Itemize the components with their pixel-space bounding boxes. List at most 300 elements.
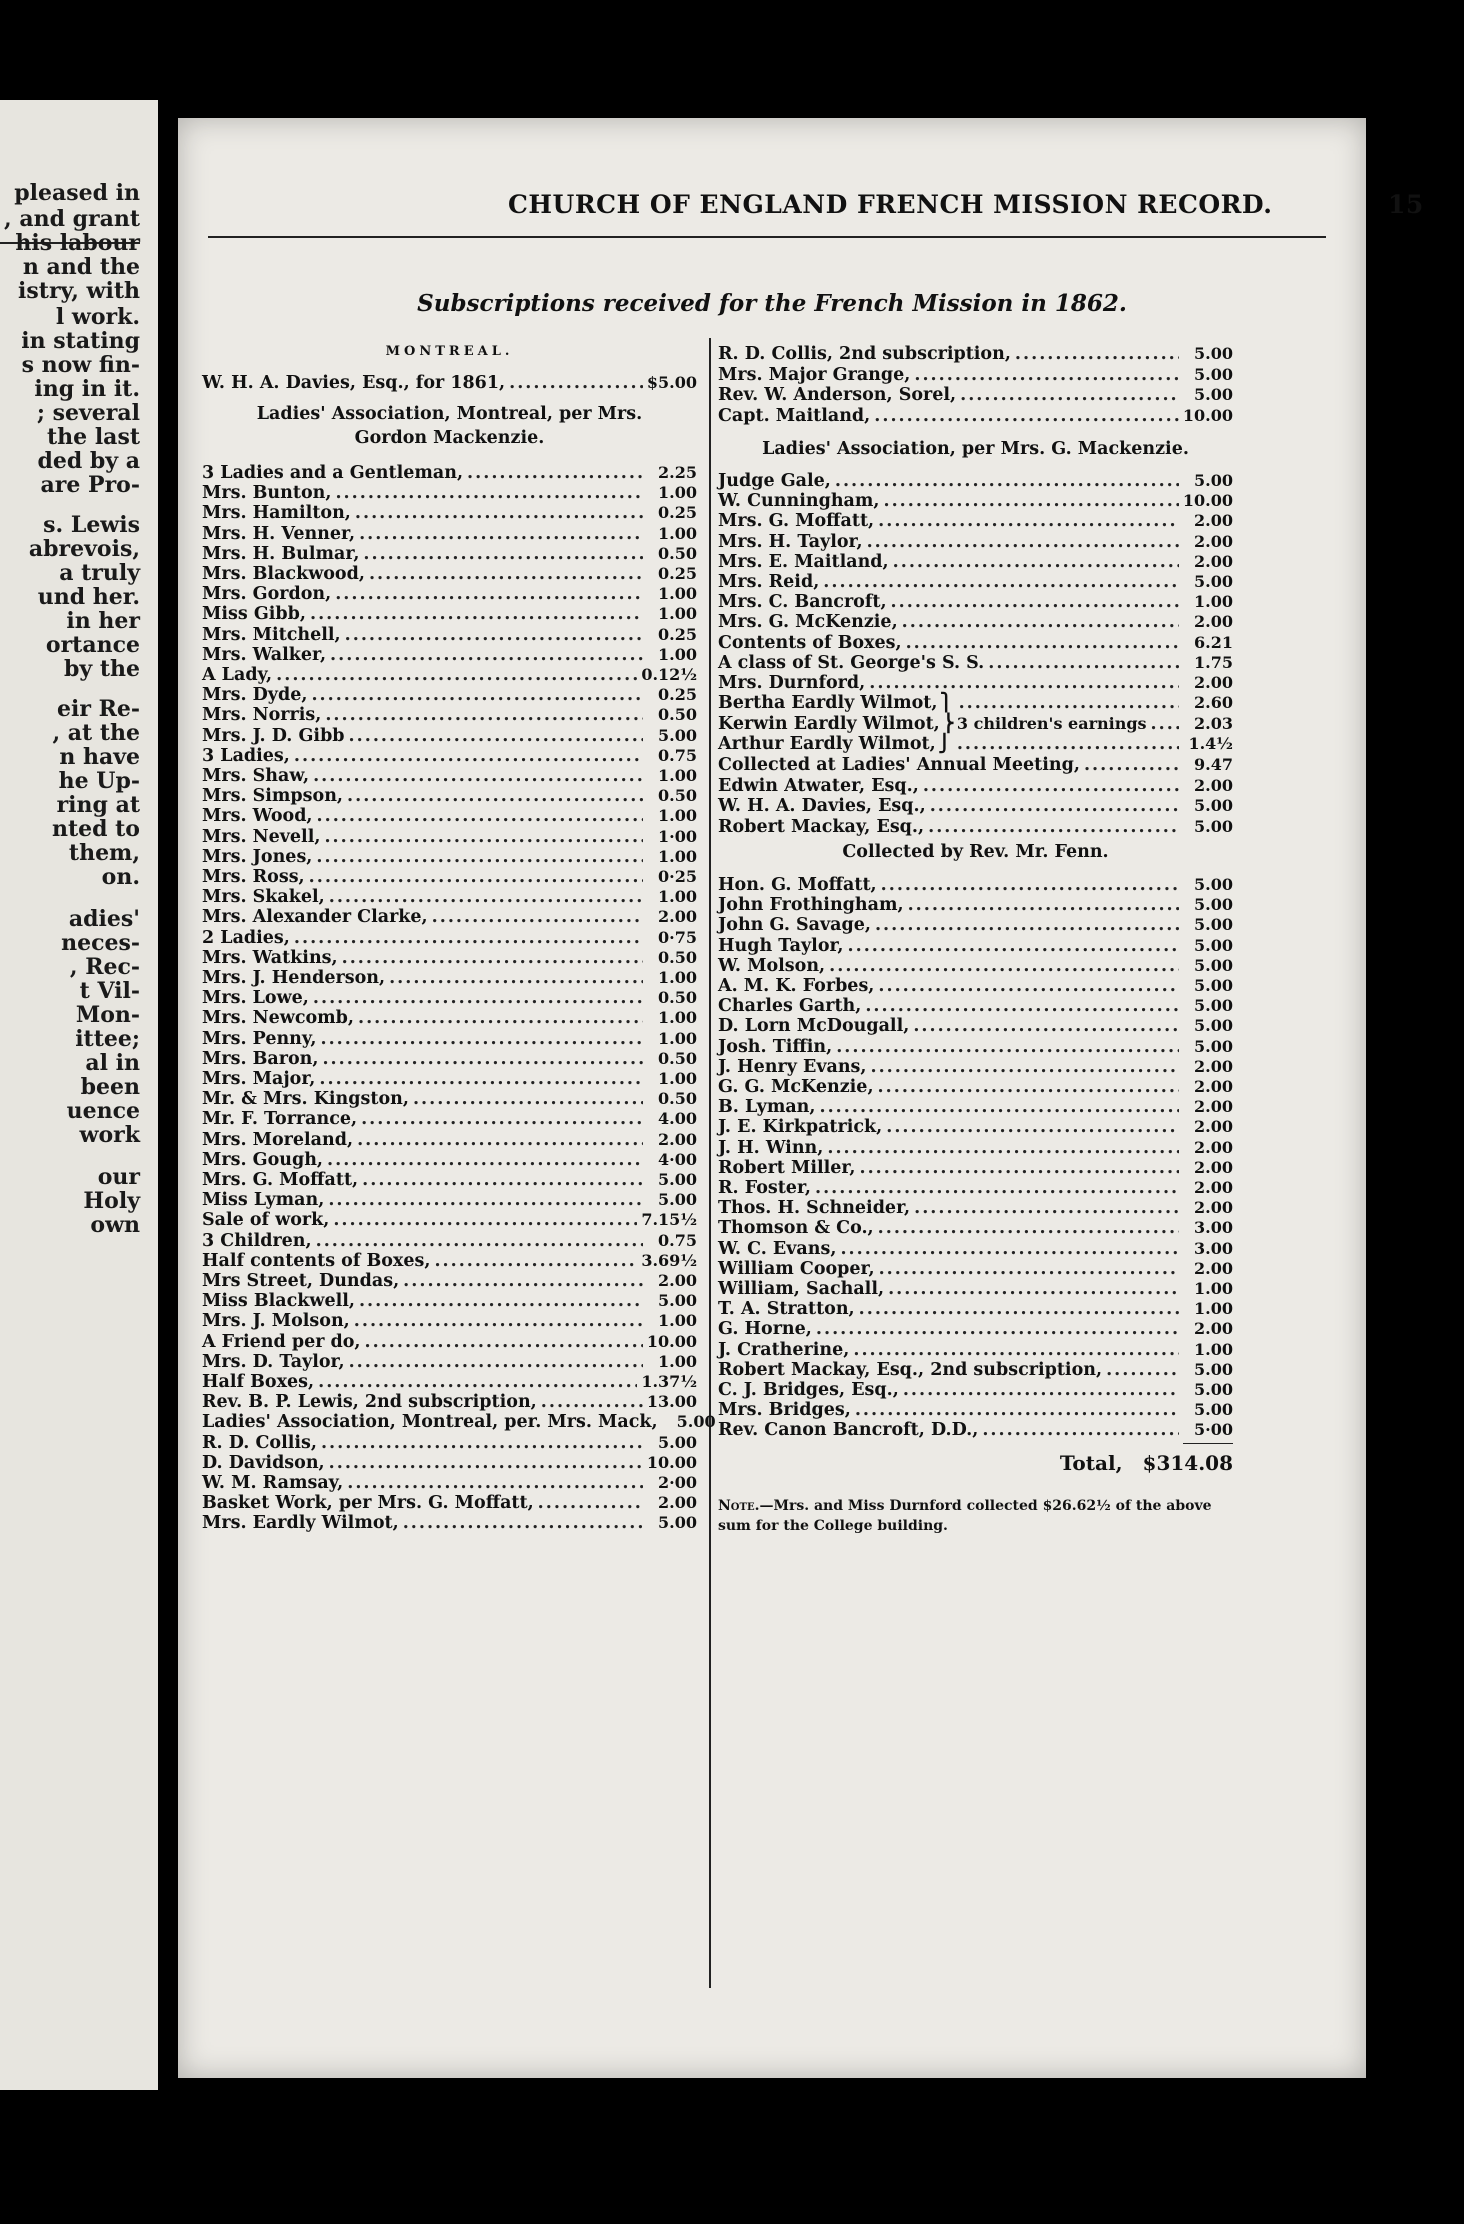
donor-name: Thomson & Co.,: [718, 1218, 874, 1239]
leader-dots: [867, 532, 1179, 552]
donor-name: Hugh Taylor,: [718, 935, 844, 956]
donor-name: Mrs. Newcomb,: [202, 1008, 354, 1029]
leader-dots: [914, 1198, 1179, 1218]
donation-amount: 5.00: [658, 1190, 697, 1210]
leader-dots: [906, 633, 1179, 653]
donor-name: Mrs. Skakel,: [202, 887, 325, 908]
leader-dots: [403, 1271, 643, 1291]
donation-amount: 0.50: [658, 1048, 697, 1068]
donation-amount: 0.50: [658, 543, 697, 563]
leader-dots: [357, 1130, 643, 1150]
leader-dots: [294, 928, 643, 948]
donation-amount: 1.00: [658, 644, 697, 664]
footnote: [718, 1496, 1233, 1536]
donation-amount: 1.00: [658, 968, 697, 987]
donor-name: Contents of Boxes,: [718, 632, 902, 653]
adjacent-page-line: t Vil-: [79, 978, 140, 1004]
donor-name: Mr. F. Torrance,: [202, 1109, 358, 1130]
leader-dots: [836, 1037, 1179, 1057]
donor-name: Josh. Tiffin,: [718, 1036, 833, 1057]
list-item: [718, 406, 1233, 432]
donor-name: Ladies' Association, Montreal, per. Mrs. Mack,: [202, 1412, 658, 1433]
adjacent-page-line: s now fin-: [21, 352, 140, 378]
leader-dots: [903, 1380, 1179, 1400]
donation-amount: 5.00: [676, 1412, 716, 1432]
donation-amount: 2.00: [1194, 1117, 1233, 1137]
donor-name: Collected at Ladies' Annual Meeting,: [718, 755, 1080, 775]
donor-name: Robert Mackay, Esq., 2nd subscription,: [718, 1359, 1103, 1380]
adjacent-page-line: ing in it.: [34, 376, 140, 402]
donation-amount: 5.00: [1194, 955, 1233, 975]
leader-dots: [878, 511, 1179, 531]
leader-dots: [853, 1340, 1179, 1360]
donor-name: Mrs. Mitchell,: [202, 624, 341, 645]
donation-amount: 1.00: [658, 1311, 697, 1331]
leader-dots: [902, 612, 1179, 632]
donor-name: Mrs. Baron,: [202, 1048, 319, 1069]
donor-name: J. Cratherine,: [718, 1339, 850, 1360]
donation-amount: 2.00: [1194, 1077, 1233, 1096]
donor-name: Mrs. C. Bancroft,: [718, 592, 887, 613]
donation-amount: 0.50: [658, 947, 697, 967]
donor-name: A. M. K. Forbes,: [718, 976, 875, 996]
donation-amount: 6.21: [1194, 632, 1233, 652]
donor-name: Mrs. J. D. Gibb: [202, 725, 345, 746]
leader-dots: [908, 895, 1179, 915]
leader-dots: [823, 572, 1179, 592]
donation-amount: 5.00: [1194, 1036, 1233, 1056]
donor-name: Miss Lyman,: [202, 1190, 325, 1211]
donor-name: Mrs. Jones,: [202, 846, 313, 867]
donation-amount: 5·00: [1194, 1420, 1233, 1440]
donor-name: Mrs. G. Moffatt,: [202, 1170, 359, 1190]
donation-amount: 5.00: [1194, 572, 1233, 591]
donor-name: Mrs. H. Venner,: [202, 523, 356, 544]
donation-amount: 2.00: [658, 1493, 697, 1513]
donor-name: T. A. Stratton,: [718, 1299, 855, 1320]
donor-name: W. H. A. Davies, Esq.,: [718, 796, 926, 816]
donation-amount: 5.00: [1194, 1380, 1233, 1399]
donor-name: Mrs. Dyde,: [202, 685, 308, 706]
donor-name: Mrs. G. McKenzie,: [718, 612, 898, 633]
donation-amount: 5.00: [658, 725, 697, 745]
donation-amount: 10.00: [646, 1452, 697, 1472]
donation-amount: 5.00: [1194, 915, 1233, 935]
donation-amount: 0.50: [658, 786, 697, 806]
leader-dots: [328, 1190, 643, 1210]
donor-name: Mrs. Eardly Wilmot,: [202, 1513, 399, 1534]
leader-dots: [413, 1089, 643, 1109]
donor-name: G. Horne,: [718, 1319, 812, 1340]
leader-dots: [988, 653, 1179, 673]
leader-dots: [349, 726, 643, 746]
donor-name: R. Foster,: [718, 1178, 811, 1198]
donation-amount: 9.47: [1194, 755, 1233, 774]
donation-amount: 1.37½: [641, 1372, 697, 1391]
donor-name: Rev. Canon Bancroft, D.D.,: [718, 1420, 979, 1441]
donor-name: C. J. Bridges, Esq.,: [718, 1380, 899, 1400]
donation-amount: 1.75: [1194, 652, 1233, 672]
donation-amount: 1.00: [658, 523, 697, 543]
adjacent-page-line: s. Lewis: [43, 512, 140, 538]
donation-amount: 1.00: [658, 1069, 697, 1088]
donation-amount: 1.00: [658, 483, 697, 503]
adjacent-page-line: work: [79, 1122, 140, 1148]
donation-amount: 1.00: [658, 887, 697, 907]
leader-dots: [815, 1178, 1179, 1198]
donor-name: A Lady,: [202, 665, 273, 685]
donation-amount: 5.00: [1194, 816, 1233, 836]
adjacent-page-line: Holy: [83, 1188, 140, 1214]
leader-dots: [1106, 1360, 1179, 1380]
section-heading: Ladies' Association, Montreal, per Mrs. Gordon Mackenzie.: [256, 404, 643, 448]
donor-name: Arthur Eardly Wilmot,: [718, 734, 936, 754]
brace-mark: ⎭: [937, 734, 951, 754]
leader-dots: [913, 1016, 1179, 1036]
donor-name: Miss Blackwell,: [202, 1291, 355, 1312]
leader-dots: [316, 847, 643, 867]
donation-amount: 1.00: [1194, 1299, 1233, 1319]
donation-amount: 2.00: [1194, 673, 1233, 692]
donation-amount: 5.00: [1194, 385, 1233, 404]
leader-dots: [355, 503, 643, 523]
footnote-lead: Note.: [718, 1498, 760, 1514]
donor-name: J. H. Winn,: [718, 1137, 824, 1158]
donation-amount: 0.50: [658, 1089, 697, 1109]
donation-amount: 2.00: [658, 1129, 697, 1149]
donation-amount: 5.00: [1194, 996, 1233, 1016]
adjacent-page-line: nted to: [51, 816, 140, 842]
page-subtitle: Subscriptions received for the French Mission in 1862.: [417, 290, 1127, 317]
leader-dots: [509, 373, 643, 393]
donation-amount: 1.00: [658, 846, 697, 866]
adjacent-page-line: his labour: [15, 230, 140, 256]
donation-amount: 0.25: [658, 624, 697, 644]
donation-amount: 13.00: [646, 1392, 697, 1412]
leader-dots: [1151, 714, 1179, 734]
donor-name: Basket Work, per Mrs. G. Moffatt,: [202, 1493, 534, 1514]
leader-dots: [309, 867, 643, 887]
donation-amount: 5.00: [1194, 471, 1233, 490]
leader-dots: [432, 907, 643, 927]
leader-dots: [893, 552, 1179, 572]
leader-dots: [311, 685, 643, 705]
donation-amount: 0·25: [658, 867, 697, 886]
leader-dots: [359, 524, 643, 544]
leader-dots: [318, 1372, 637, 1392]
list-item: [202, 373, 697, 399]
section-heading: Ladies' Association, per Mrs. G. Mackenzie.: [762, 439, 1189, 459]
leader-dots: [294, 746, 643, 766]
donor-name: Mrs. Gough,: [202, 1149, 324, 1170]
adjacent-page-line: in stating: [21, 328, 140, 354]
adjacent-page-line: them,: [68, 840, 140, 866]
leader-dots: [859, 1299, 1179, 1319]
adjacent-page-line: Mon-: [75, 1002, 140, 1028]
donation-amount: 2.25: [658, 463, 697, 482]
leader-dots: [313, 988, 643, 1008]
adjacent-page-line: on.: [101, 864, 140, 890]
leader-dots: [321, 1029, 644, 1049]
donation-amount: 5.00: [1194, 935, 1233, 955]
donor-name: Mrs. D. Taylor,: [202, 1351, 345, 1372]
donor-name: W. M. Ramsay,: [202, 1473, 344, 1493]
leader-dots: [347, 786, 643, 806]
donation-amount: 2.00: [658, 1271, 697, 1290]
donor-name: W. C. Evans,: [718, 1238, 837, 1259]
donor-name: Mrs. Alexander Clarke,: [202, 907, 428, 928]
donation-amount: 5.00: [1194, 344, 1233, 363]
donor-name: J. E. Kirkpatrick,: [718, 1117, 883, 1138]
donation-amount: 5.00: [658, 1170, 697, 1189]
donor-name: Mrs. Durnford,: [718, 673, 866, 693]
leader-dots: [923, 776, 1179, 796]
adjacent-page-line: our: [97, 1164, 140, 1190]
donation-amount: 2.00: [1194, 1097, 1233, 1117]
leader-dots: [359, 1291, 643, 1311]
leader-dots: [310, 604, 643, 624]
adjacent-page-line: istry, with: [18, 278, 140, 304]
leader-dots: [316, 1231, 643, 1251]
donation-amount: 0.25: [658, 685, 697, 705]
donation-amount: 1.00: [658, 1008, 697, 1028]
section-heading: Collected by Rev. Mr. Fenn.: [842, 842, 1109, 862]
leader-dots: [347, 1473, 643, 1493]
donor-name: Capt. Maitland,: [718, 405, 871, 426]
donation-amount: 1.4½: [1188, 734, 1233, 753]
adjacent-page-line: he Up-: [58, 768, 140, 794]
adjacent-page-line: by the: [64, 656, 140, 682]
donor-name: R. D. Collis,: [202, 1432, 317, 1453]
page-title: CHURCH OF ENGLAND FRENCH MISSION RECORD.: [508, 190, 1273, 219]
donor-name: Mrs. Penny,: [202, 1028, 317, 1049]
donor-name: Mrs. Bunton,: [202, 483, 332, 504]
section-heading-city: MONTREAL.: [385, 344, 514, 359]
donation-amount: 0.25: [658, 503, 697, 523]
donation-amount: 5.00: [1194, 364, 1233, 384]
donor-name: Mrs. Shaw,: [202, 766, 310, 786]
leader-dots: [884, 491, 1179, 511]
donor-name: A class of St. George's S. S.: [718, 652, 985, 673]
leader-dots: [276, 665, 637, 685]
donor-name: B. Lyman,: [718, 1097, 816, 1118]
donation-amount: 0·75: [658, 927, 697, 947]
adjacent-page-line: n have: [59, 744, 140, 770]
donor-name: Sale of work,: [202, 1210, 330, 1231]
donation-amount: 2.00: [1194, 1319, 1233, 1339]
leader-dots: [865, 996, 1179, 1016]
donation-amount: 1.00: [1194, 1339, 1233, 1359]
children-note: 3 children's earnings: [956, 713, 1147, 733]
leader-dots: [816, 1319, 1179, 1339]
list-item: [718, 817, 1233, 843]
donation-amount: 0.50: [658, 988, 697, 1008]
leader-dots: [888, 1279, 1179, 1299]
leader-dots: [327, 1150, 643, 1170]
donation-amount: 2.60: [1194, 693, 1233, 712]
donor-name: Mrs. Major,: [202, 1069, 316, 1089]
donation-amount: 1.00: [1194, 1279, 1233, 1298]
donation-amount: 4.00: [658, 1109, 697, 1129]
adjacent-page-line: abrevois,: [28, 536, 140, 562]
donor-name: Mrs. Lowe,: [202, 988, 309, 1009]
donor-name: Mrs. E. Maitland,: [718, 551, 889, 572]
adjacent-page-line: ortance: [45, 632, 140, 658]
donation-amount: 3.00: [1194, 1238, 1233, 1258]
donor-name: Mrs. H. Taylor,: [718, 531, 863, 552]
donor-name: Mrs. Simpson,: [202, 786, 344, 807]
leader-dots: [335, 483, 643, 503]
donor-name: Mrs. Moreland,: [202, 1129, 354, 1150]
adjacent-page-line: in her: [66, 608, 140, 634]
donation-amount: 10.00: [1182, 491, 1233, 511]
adjacent-page-line: n and the: [22, 254, 140, 280]
donation-amount: 7.15½: [641, 1210, 697, 1230]
leader-dots: [820, 1097, 1180, 1117]
adjacent-page-line: ring at: [56, 792, 140, 818]
leader-dots: [467, 463, 643, 483]
donation-amount: 0.50: [658, 705, 697, 725]
leader-dots: [848, 936, 1179, 956]
donation-amount: 2.00: [658, 907, 697, 927]
donation-amount: 1.00: [658, 1028, 697, 1048]
leader-dots: [335, 584, 643, 604]
donor-name: Robert Miller,: [718, 1157, 856, 1178]
donor-name: A Friend per do,: [202, 1331, 361, 1352]
donation-amount: 1.00: [658, 1351, 697, 1371]
donor-name: W. Molson,: [718, 955, 826, 976]
leader-dots: [329, 887, 643, 907]
donation-amount: 1.00: [658, 584, 697, 604]
donation-amount: 5.00: [1194, 1016, 1233, 1036]
donation-amount: 2.00: [1194, 1258, 1233, 1278]
donor-name: W. Cunningham,: [718, 491, 880, 512]
adjacent-page-line: , and grant: [4, 206, 140, 232]
leader-dots: [871, 1057, 1180, 1077]
leader-dots: [541, 1392, 643, 1412]
donation-amount: 2.00: [1194, 1056, 1233, 1076]
donor-name: Mrs. Wood,: [202, 806, 313, 827]
donation-amount: 5.00: [1194, 1359, 1233, 1379]
leader-dots: [928, 817, 1179, 837]
donor-name: Mrs. Watkins,: [202, 947, 338, 968]
adjacent-page-line: , at the: [52, 720, 140, 746]
leader-dots: [827, 1138, 1179, 1158]
donor-name: Mrs. Walker,: [202, 644, 327, 665]
donation-amount: 3.00: [1194, 1218, 1233, 1238]
donor-name: Mrs. H. Bulmar,: [202, 543, 360, 564]
leader-dots: [891, 592, 1179, 612]
donation-amount: 0.75: [658, 1230, 697, 1250]
adjacent-page-line: ; several: [36, 400, 140, 426]
donor-name: Edwin Atwater, Esq.,: [718, 775, 919, 796]
donor-name: Judge Gale,: [718, 471, 831, 491]
donation-amount: 5.00: [658, 1291, 697, 1311]
adjacent-page-line: und her.: [37, 584, 140, 610]
brace-mark: ⎬: [941, 713, 955, 734]
leader-dots: [878, 1077, 1179, 1097]
donor-name: Bertha Eardly Wilmot,: [718, 693, 938, 713]
donation-amount: 5.00: [658, 1432, 697, 1452]
leader-dots: [874, 406, 1179, 426]
leader-dots: [829, 956, 1179, 976]
donation-amount: 1.00: [658, 766, 697, 785]
donor-name: Charles Garth,: [718, 996, 862, 1017]
leader-dots: [322, 1049, 643, 1069]
donor-name: Mrs Street, Dundas,: [202, 1271, 400, 1291]
leader-dots: [879, 1259, 1179, 1279]
donation-amount: 2.00: [1194, 775, 1233, 795]
donor-name: Mrs. G. Moffatt,: [718, 511, 875, 532]
donor-name: 2 Ladies,: [202, 927, 290, 948]
donation-amount: 5.00: [1194, 875, 1233, 894]
leader-dots: [855, 1400, 1179, 1420]
donor-name: Robert Mackay, Esq.,: [718, 816, 925, 837]
leader-dots: [886, 1117, 1179, 1137]
leader-dots: [869, 673, 1179, 693]
donation-amount: 2.03: [1194, 713, 1233, 733]
adjacent-page-line: l work.: [55, 304, 140, 330]
donor-name: D. Davidson,: [202, 1452, 325, 1473]
adjacent-page-line: ded by a: [37, 448, 140, 474]
leader-dots: [389, 968, 643, 988]
leader-dots: [914, 365, 1179, 385]
total-label: Total,: [1059, 1451, 1123, 1475]
leader-dots: [321, 1433, 643, 1453]
adjacent-page-line: been: [80, 1074, 140, 1100]
document-page: [178, 118, 1424, 2078]
donor-name: G. G. McKenzie,: [718, 1077, 874, 1097]
donor-name: 3 Children,: [202, 1230, 312, 1251]
column-divider: [709, 338, 711, 1988]
donor-name: Half contents of Boxes,: [202, 1250, 431, 1271]
leader-dots: [957, 734, 1179, 754]
donation-amount: 2·00: [658, 1473, 697, 1492]
donor-name: W. H. A. Davies, Esq., for 1861,: [202, 373, 506, 393]
leader-dots: [342, 948, 643, 968]
donation-amount: 2.00: [1194, 1198, 1233, 1218]
leader-dots: [324, 827, 643, 847]
donation-amount: 5.00: [1194, 895, 1233, 915]
donor-name: Mrs. Norris,: [202, 705, 322, 726]
leader-dots: [959, 693, 1179, 713]
donor-name: Rev. W. Anderson, Sorel,: [718, 385, 957, 405]
leader-dots: [538, 1493, 643, 1513]
leader-dots: [333, 1210, 637, 1230]
donor-name: Kerwin Eardly Wilmot,: [718, 713, 940, 734]
donation-amount: 10.00: [646, 1331, 697, 1351]
donation-amount: 5.00: [1194, 976, 1233, 995]
donation-amount: 2.00: [1194, 531, 1233, 551]
donor-name: Mrs. Blackwood,: [202, 564, 365, 584]
donation-amount: 2.00: [1194, 612, 1233, 632]
donation-amount: 0.12½: [641, 665, 697, 684]
donor-name: R. D. Collis, 2nd subscription,: [718, 344, 1011, 364]
list-item: [718, 1420, 1233, 1446]
page-number: 15: [1388, 190, 1424, 219]
donation-amount: 2.00: [1194, 1137, 1233, 1157]
adjacent-page-line: own: [90, 1212, 140, 1238]
adjacent-page-line: ittee;: [75, 1026, 140, 1052]
donation-amount: 0.25: [658, 564, 697, 583]
header-rule: [208, 236, 1326, 238]
adjacent-page-line: the last: [47, 424, 140, 450]
donation-amount: 1.00: [658, 806, 697, 826]
adjacent-page-line: adies': [68, 906, 140, 932]
donation-amount: 4·00: [658, 1149, 697, 1169]
leader-dots: [363, 544, 643, 564]
leader-dots: [319, 1069, 643, 1089]
